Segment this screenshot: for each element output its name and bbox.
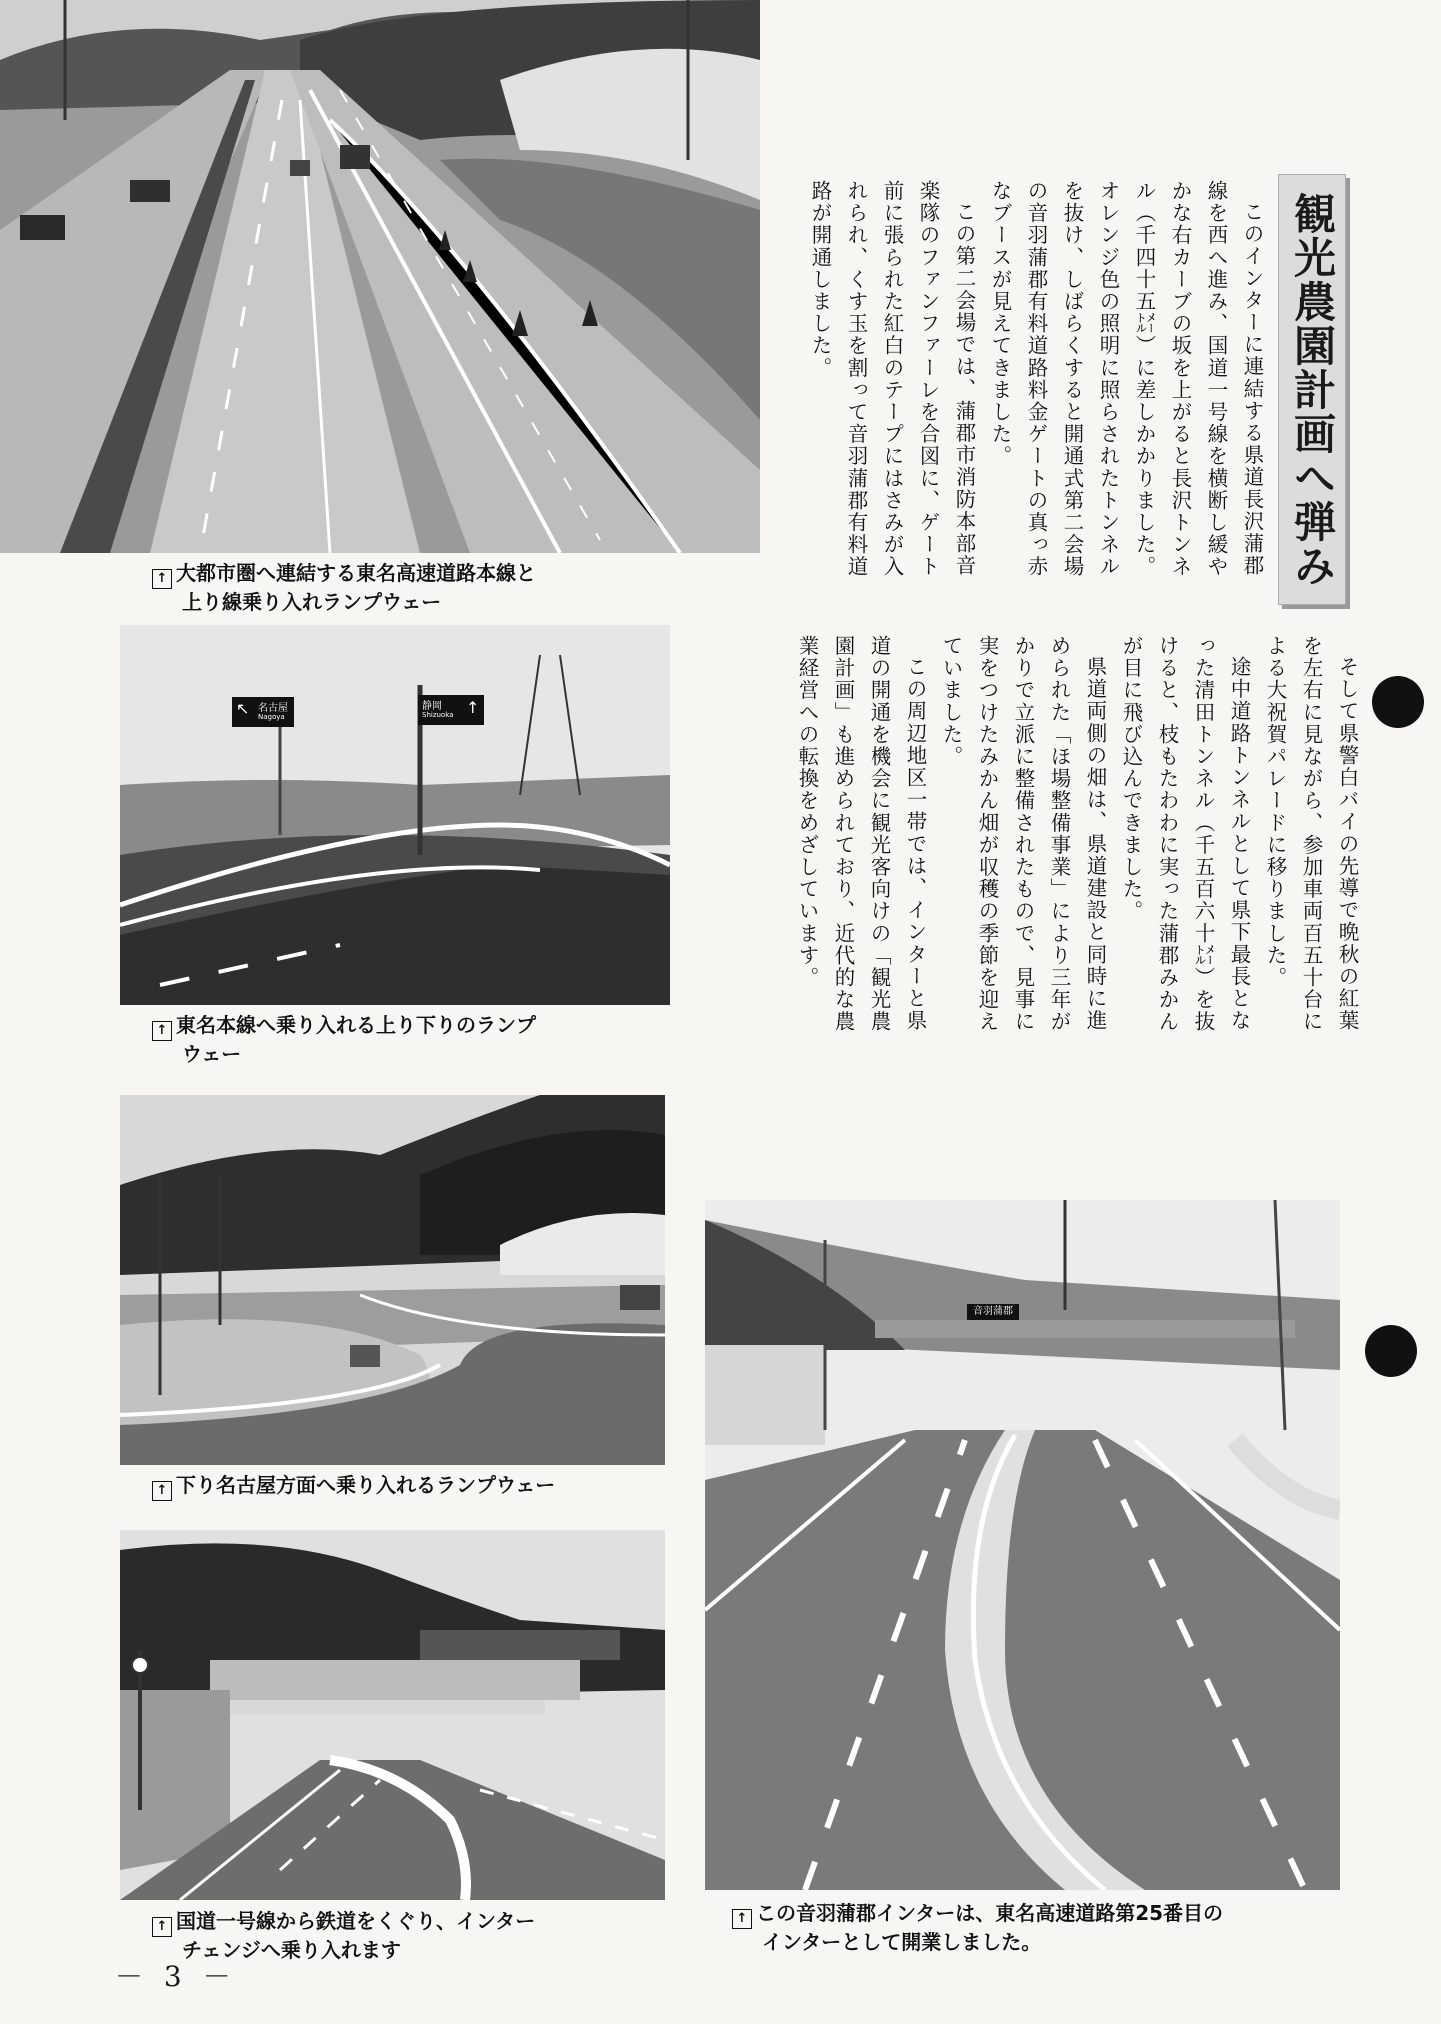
photo-ramp-nagoya [120, 1095, 665, 1465]
photo-ramp-signs [120, 625, 670, 1005]
up-arrow-icon: ↑ [152, 1481, 172, 1501]
sign-nagoya [232, 697, 294, 727]
arrow-upleft-icon: ↖ [236, 699, 250, 718]
body-upper-paragraph-2: この第二会場では、蒲郡市消防本部音楽隊のファンファーレを合図に、ゲート前に張られた紅白のテープにはさみが入れられ、くす玉を割って音羽蒲郡有料道路が開通しました。 [808, 180, 976, 578]
photo-otowa-gamagori-interchange [705, 1200, 1340, 1890]
caption-photo4-line2: チェンジへ乗り入れます [182, 1938, 401, 1962]
photo-expressway-mainline [0, 0, 760, 553]
caption-photo1-line1: 大都市圏へ連結する東名高速道路本線と [176, 561, 536, 585]
body-upper-paragraph-1: このインターに連結する県道長沢蒲郡線を西へ進み、国道一号線を横断し緩やかな右カーブの坂を上がると長沢トンネル（千四十五㍍）に差しかかりました。オレンジ色の照明に照らされたトンネルを抜け、しばらくすると開通式第二会場の音羽蒲郡有料道路料金ゲートの真っ赤なブースが見えてきました。 [988, 180, 1264, 578]
binder-hole-bottom [1365, 1325, 1417, 1377]
binder-hole-top [1372, 676, 1424, 728]
caption-photo3-line1: 下り名古屋方面へ乗り入れるランプウェー [176, 1473, 556, 1497]
up-arrow-icon: ↑ [152, 569, 172, 589]
up-arrow-icon: ↑ [152, 1021, 172, 1041]
caption-photo4-line1: 国道一号線から鉄道をくぐり、インター [176, 1909, 536, 1933]
body-lower-paragraph-4: この周辺地区一帯では、インターと県道の開通を機会に観光客向けの「観光農園計画」も進められており、近代的な農業経営への転換をめざしています。 [795, 635, 927, 1033]
caption-photo2 [152, 1012, 536, 1068]
article-heading: 観光農園計画へ弾み [1288, 192, 1337, 588]
caption-photo5 [732, 1900, 1223, 1956]
caption-photo2-line1: 東名本線へ乗り入れる上り下りのランプ [176, 1013, 536, 1037]
sign-shizuoka [418, 695, 484, 725]
sign-shizuoka-label: 静岡 [422, 701, 442, 712]
up-arrow-icon: ↑ [152, 1917, 172, 1937]
caption-photo5-line1: この音羽蒲郡インターは、東名高速道路第25番目の [756, 1901, 1224, 1925]
caption-photo2-line2: ウェー [182, 1042, 242, 1066]
body-lower-paragraph-2: 途中道路トンネルとして県下最長となった清田トンネル（千五百六十㍍）を抜けると、枝もたわわに実った蒲郡みかんが目に飛び込んできました。 [1119, 635, 1251, 1033]
sign-shizuoka-sub: Shizuoka [422, 711, 454, 719]
arrow-up-icon: ↑ [466, 698, 480, 717]
toll-gate-sign: 音羽蒲郡 [967, 1304, 1019, 1320]
sign-nagoya-sub: Nagoya [258, 713, 285, 721]
caption-photo3 [152, 1472, 555, 1501]
sign-nagoya-label: 名古屋 [258, 703, 288, 714]
caption-photo1 [152, 560, 536, 616]
photo-railway-underpass [120, 1530, 665, 1900]
caption-photo5-line2: インターとして開業しました。 [762, 1930, 1042, 1954]
body-text-lower [695, 635, 1365, 1035]
body-lower-paragraph-1: そして県警白バイの先導で晩秋の紅葉を左右に見ながら、参加車両百五十台による大祝賀パレードに移りました。 [1263, 635, 1359, 1033]
article-heading-box [1278, 174, 1346, 605]
body-text-upper [770, 180, 1270, 580]
up-arrow-icon: ↑ [732, 1909, 752, 1929]
body-lower-paragraph-3: 県道両側の畑は、県道建設と同時に進められた「ほ場整備事業」により三年がかりで立派に整備されたもので、見事に実をつけたみかん畑が収穫の季節を迎えていました。 [939, 635, 1107, 1033]
page-number: － 3 － [115, 1960, 237, 1993]
caption-photo1-line2: 上り線乗り入れランプウェー [182, 590, 442, 614]
